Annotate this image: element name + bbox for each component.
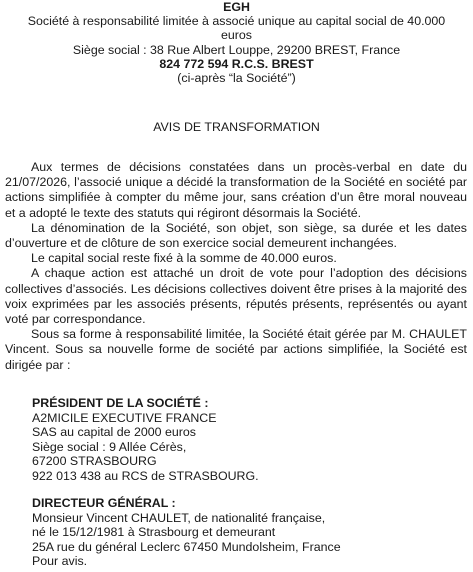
director-line: né le 15/12/1981 à Strasbourg et demeurant [32,525,276,539]
company-header [0,0,473,85]
company-registered-office: Siège social : 38 Rue Albert Louppe, 29200 BREST, France [72,42,401,57]
company-capital-unit: euros [221,28,252,43]
company-legal-form: Société à responsabilité limitée à associé unique au capital social de 40.000 [27,14,446,29]
notice-body [0,160,473,373]
president-line: 67200 STRASBOURG [32,454,157,468]
company-name: EGH [223,0,250,14]
company-rcs-number: 824 772 594 R.C.S. BREST [159,56,314,71]
company-alias: (ci-après “la Société”) [177,71,296,86]
president-section [32,396,465,483]
president-heading: PRÉSIDENT DE LA SOCIÉTÉ : [32,396,209,410]
paragraph-management: Sous sa forme à responsabilité limitée, la Société était gérée par M. CHAULET Vincent. Sous sa nouvelle forme de société par actions simplifiée, la Société est dirigée par : [5,327,467,372]
director-line: Pour avis. [32,554,88,568]
notice-title: AVIS DE TRANSFORMATION [153,120,320,134]
paragraph-capital: Le capital social reste fixé à la somme de 40.000 euros. [31,251,337,266]
president-line: SAS au capital de 2000 euros [32,425,196,439]
director-line: 25A rue du général Leclerc 67450 Mundolsheim, France [32,539,341,554]
paragraph-voting-rights: A chaque action est attaché un droit de vote pour l’adoption des décisions collectives d’associés. Les décisions collectives doivent être prises à la majorité des voix exprimées par les associés présents, réputés présents, représentés ou ayant voté par correspondance. [5,266,467,327]
director-heading: DIRECTEUR GÉNÉRAL : [32,496,176,510]
president-line: 922 013 438 au RCS de STRASBOURG. [32,468,259,483]
president-line: A2MICILE EXECUTIVE FRANCE [32,410,217,425]
paragraph-transformation: Aux termes de décisions constatées dans un procès-verbal en date du 21/07/2026, l’associé unique a décidé la transformation de la Société en société par actions simplifiée à compter du même jour, sans création d’un être moral nouveau et a adopté le texte des statuts qui régiront désormais la Société. [5,160,467,220]
director-section [32,496,465,569]
director-line: Monsieur Vincent CHAULET, de nationalité française, [32,510,326,525]
president-line: Siège social : 9 Allée Cérès, [32,439,187,454]
paragraph-unchanged-items: La dénomination de la Société, son objet, son siège, sa durée et les dates d’ouverture et de clôture de son exercice social demeurent inchangées. [5,220,467,251]
